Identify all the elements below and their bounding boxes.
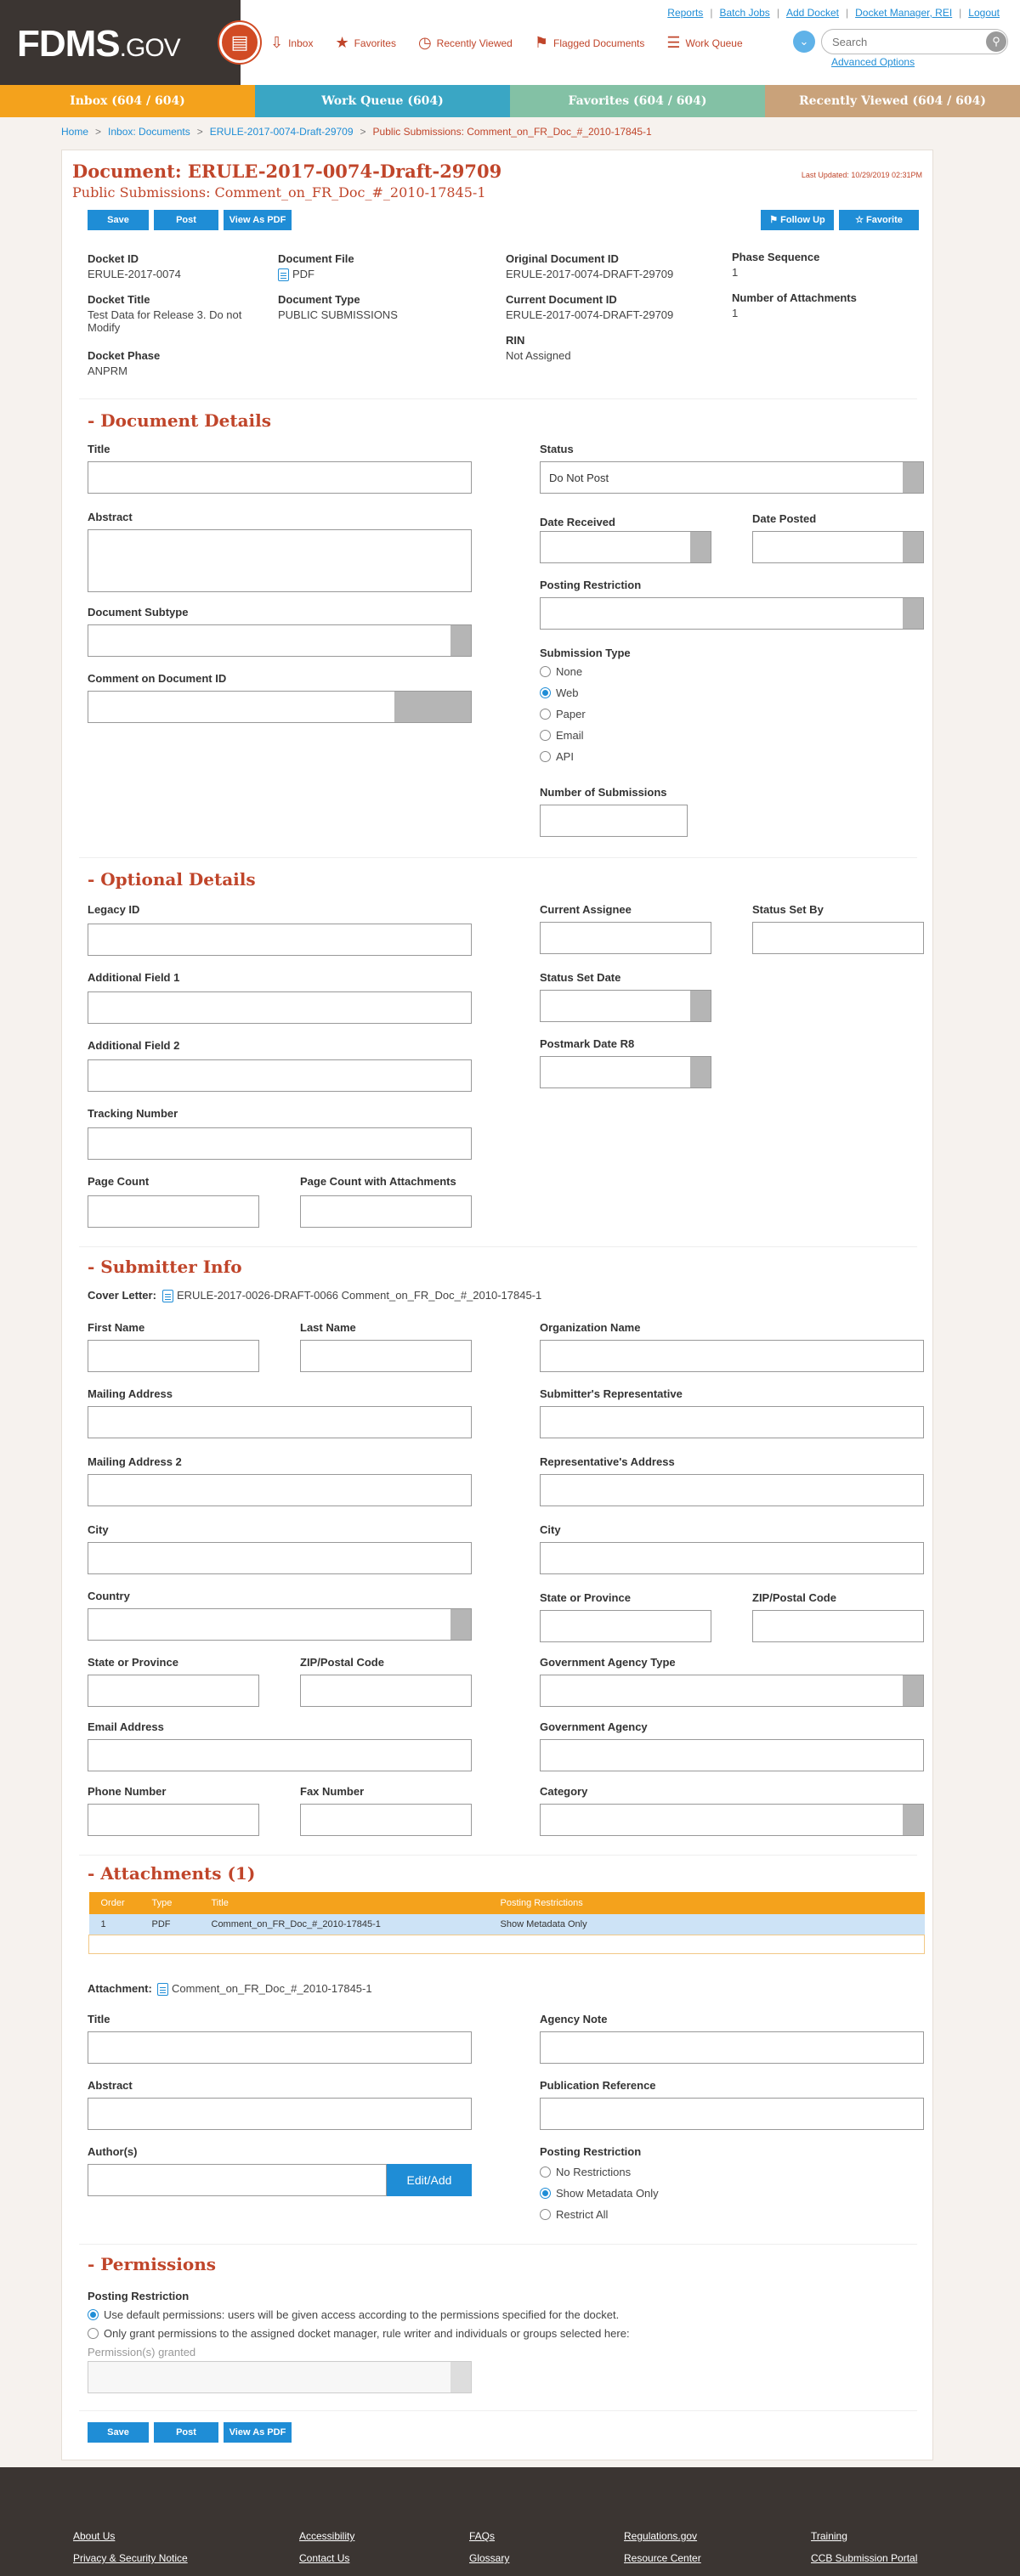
date-received-input[interactable] <box>540 531 711 563</box>
title-label: Title <box>88 443 110 455</box>
radio-button[interactable] <box>540 2209 551 2220</box>
attachments-table <box>88 1892 925 1954</box>
phase-sequence: 1 <box>732 266 739 279</box>
footer-link[interactable]: Resource Center <box>624 2552 701 2564</box>
utility-links: Reports | Batch Jobs | Add Docket | Docket Manager, REI | Logout <box>667 7 1000 19</box>
agency-note-input[interactable] <box>540 2031 924 2064</box>
state-input[interactable] <box>88 1675 259 1707</box>
permissions-heading: - Permissions <box>88 2254 217 2274</box>
first-name-input[interactable] <box>88 1340 259 1372</box>
agency-note-label: Agency Note <box>540 2013 608 2025</box>
table-row[interactable] <box>89 1914 925 1935</box>
docket-id-label: Docket ID <box>88 252 139 265</box>
status-select[interactable]: Do Not Post <box>540 461 924 494</box>
radio-button[interactable] <box>540 751 551 762</box>
radio-button[interactable] <box>540 709 551 720</box>
flag-icon: ⚑ <box>534 34 548 51</box>
submitter-rep-label: Submitter's Representative <box>540 1387 683 1400</box>
posting-restriction-label: Posting Restriction <box>540 579 642 591</box>
table-cell: PDF <box>140 1914 200 1935</box>
page-count-att-label: Page Count with Attachments <box>300 1175 456 1188</box>
calendar-icon[interactable] <box>690 991 711 1021</box>
breadcrumb: Home > Inbox: Documents > ERULE-2017-0074-Draft-29709 > Public Submissions: Comment_on_FR_Doc_#_2010-17845-1 <box>61 126 652 138</box>
tab-2[interactable]: Favorites (604 / 604) <box>510 85 765 117</box>
post-button-bottom[interactable]: Post <box>154 2422 218 2443</box>
status-label: Status <box>540 443 574 455</box>
chevron-down-icon[interactable]: ⌄ <box>793 31 815 53</box>
footer-link[interactable]: CCB Submission Portal <box>811 2552 918 2564</box>
tracking-number-label: Tracking Number <box>88 1107 178 1120</box>
legacy-id-input[interactable] <box>88 924 472 956</box>
cover-letter-link[interactable]: ERULE-2017-0026-DRAFT-0066 Comment_on_FR_Doc_#_2010-17845-1 <box>162 1289 541 1302</box>
mailing-address-input[interactable] <box>88 1406 472 1438</box>
breadcrumb-item: Public Submissions: Comment_on_FR_Doc_#_2010-17845-1 <box>372 126 652 138</box>
radio-option[interactable]: No Restrictions <box>540 2166 631 2178</box>
rep-state-label: State or Province <box>540 1591 631 1604</box>
category-select[interactable] <box>540 1804 924 1836</box>
document-logo-icon: ▤ <box>219 22 260 63</box>
email-field[interactable] <box>88 1739 472 1771</box>
gov-agency-type-label: Government Agency Type <box>540 1656 676 1669</box>
current-doc-id-label: Current Document ID <box>506 293 617 306</box>
header <box>0 0 1020 85</box>
gov-agency-label: Government Agency <box>540 1720 648 1733</box>
footer <box>0 2467 1020 2576</box>
city-input[interactable] <box>88 1542 472 1574</box>
phone-label: Phone Number <box>88 1785 167 1798</box>
attachments-heading: - Attachments (1) <box>88 1863 256 1884</box>
breadcrumb-item[interactable]: Inbox: Documents <box>108 126 190 138</box>
radio-button[interactable] <box>540 687 551 698</box>
rep-city-input[interactable] <box>540 1542 924 1574</box>
util-link-batch-jobs[interactable]: Batch Jobs <box>719 7 770 19</box>
document-type-label: Document Type <box>278 293 360 306</box>
rep-zip-label: ZIP/Postal Code <box>752 1591 836 1604</box>
chevron-down-icon[interactable] <box>450 1609 471 1640</box>
radio-option[interactable]: Only grant permissions to the assigned docket manager, rule writer and individuals or groups selected here: <box>88 2327 630 2340</box>
att-title-label: Title <box>88 2013 110 2025</box>
last-name-input[interactable] <box>300 1340 472 1372</box>
radio-button[interactable] <box>540 2188 551 2199</box>
country-label: Country <box>88 1590 130 1602</box>
rep-address-label: Representative's Address <box>540 1455 675 1468</box>
authors-label: Author(s) <box>88 2145 138 2158</box>
status-set-date-label: Status Set Date <box>540 971 621 984</box>
radio-option[interactable]: Web <box>540 686 579 699</box>
table-header: Posting Restrictions <box>489 1892 925 1914</box>
email-label: Email Address <box>88 1720 164 1733</box>
country-select[interactable] <box>88 1608 472 1641</box>
search-icon[interactable]: ⚲ <box>986 31 1006 52</box>
date-received-label: Date Received <box>540 516 615 528</box>
status-set-by-label: Status Set By <box>752 903 824 916</box>
radio-button[interactable] <box>88 2309 99 2320</box>
page-count-att-input[interactable] <box>300 1195 472 1228</box>
radio-option[interactable]: API <box>540 750 574 763</box>
mailing-address-2-input[interactable] <box>88 1474 472 1506</box>
city-label: City <box>88 1523 109 1536</box>
submitter-rep-input[interactable] <box>540 1406 924 1438</box>
additional-field-2-input[interactable] <box>88 1059 472 1092</box>
chevron-down-icon[interactable] <box>450 625 471 656</box>
additional-field-1-label: Additional Field 1 <box>88 971 180 984</box>
page-count-input[interactable] <box>88 1195 259 1228</box>
fax-label: Fax Number <box>300 1785 365 1798</box>
submitter-info-heading: - Submitter Info <box>88 1257 242 1277</box>
chevron-down-icon[interactable] <box>903 598 923 629</box>
docket-phase: ANPRM <box>88 364 128 377</box>
calendar-icon[interactable] <box>690 1057 711 1087</box>
save-button-bottom[interactable]: Save <box>88 2422 149 2443</box>
permissions-granted-select[interactable] <box>88 2361 472 2393</box>
rep-zip-input[interactable] <box>752 1610 924 1642</box>
cover-letter-label: Cover Letter: <box>88 1289 156 1302</box>
page-title: Document: ERULE-2017-0074-Draft-29709 <box>72 161 502 182</box>
pub-ref-input[interactable] <box>540 2098 924 2130</box>
util-link-docket-manager-rei[interactable]: Docket Manager, REI <box>855 7 953 19</box>
additional-field-2-label: Additional Field 2 <box>88 1039 180 1052</box>
radio-button[interactable] <box>540 666 551 677</box>
attachment-label: Attachment: <box>88 1982 152 1995</box>
submission-type-label: Submission Type <box>540 647 631 659</box>
org-name-label: Organization Name <box>540 1321 641 1334</box>
att-title-input[interactable] <box>88 2031 472 2064</box>
num-attachments-label: Number of Attachments <box>732 291 857 304</box>
table-row-empty <box>89 1935 925 1953</box>
table-cell: Comment_on_FR_Doc_#_2010-17845-1 <box>200 1914 489 1935</box>
nav-inbox[interactable]: ⇩ Inbox <box>270 34 314 51</box>
postmark-date-label: Postmark Date R8 <box>540 1037 635 1050</box>
status-set-date-input[interactable] <box>540 990 711 1022</box>
date-posted-input[interactable] <box>752 531 924 563</box>
state-label: State or Province <box>88 1656 178 1669</box>
rep-city-label: City <box>540 1523 561 1536</box>
top-nav <box>270 34 743 52</box>
perm-posting-label: Posting Restriction <box>88 2290 190 2302</box>
chevron-down-icon[interactable] <box>903 1805 923 1835</box>
category-label: Category <box>540 1785 588 1798</box>
tab-3[interactable]: Recently Viewed (604 / 604) <box>765 85 1020 117</box>
queue-tabs <box>0 85 1020 117</box>
favorite-button[interactable]: ☆ Favorite <box>839 210 919 230</box>
document-card <box>61 150 933 2460</box>
nav-recently-viewed[interactable]: ◷ Recently Viewed <box>417 34 513 51</box>
calendar-icon[interactable] <box>690 532 711 562</box>
follow-up-button[interactable]: ⚑ Follow Up <box>761 210 834 230</box>
abstract-textarea[interactable] <box>88 529 472 592</box>
breadcrumb-item[interactable]: Home <box>61 126 89 138</box>
radio-button[interactable] <box>540 730 551 741</box>
footer-link[interactable]: Regulations.gov <box>624 2530 698 2542</box>
footer-link[interactable]: FAQs <box>469 2530 496 2542</box>
document-type: PUBLIC SUBMISSIONS <box>278 308 398 321</box>
radio-option[interactable]: Paper <box>540 708 586 720</box>
inbox-icon: ⇩ <box>270 34 284 51</box>
lookup-button[interactable] <box>394 692 471 722</box>
additional-field-1-input[interactable] <box>88 991 472 1024</box>
att-posting-label: Posting Restriction <box>540 2145 642 2158</box>
last-name-label: Last Name <box>300 1321 356 1334</box>
nav-work-queue[interactable]: ☰ Work Queue <box>666 34 743 51</box>
tracking-number-input[interactable] <box>88 1127 472 1160</box>
num-submissions-label: Number of Submissions <box>540 786 667 799</box>
footer-link[interactable]: Glossary <box>469 2552 510 2564</box>
chevron-down-icon[interactable] <box>903 1675 923 1706</box>
footer-link[interactable]: About Us <box>73 2530 116 2542</box>
view-pdf-button-bottom[interactable]: View As PDF <box>224 2422 292 2443</box>
docket-title-label: Docket Title <box>88 293 150 306</box>
pub-ref-label: Publication Reference <box>540 2079 656 2092</box>
advanced-options-link[interactable]: Advanced Options <box>831 56 915 68</box>
util-link-add-docket[interactable]: Add Docket <box>785 7 839 19</box>
docket-title: Test Data for Release 3. Do not Modify <box>88 308 242 334</box>
rep-state-input[interactable] <box>540 1610 711 1642</box>
original-doc-id-label: Original Document ID <box>506 252 619 265</box>
mailing-address-label: Mailing Address <box>88 1387 173 1400</box>
table-header: Title <box>200 1892 489 1914</box>
zip-input[interactable] <box>300 1675 472 1707</box>
radio-option[interactable]: Restrict All <box>540 2208 608 2221</box>
zip-label: ZIP/Postal Code <box>300 1656 384 1669</box>
att-abstract-label: Abstract <box>88 2079 133 2092</box>
util-link-logout[interactable]: Logout <box>968 7 1000 19</box>
footer-link[interactable]: Training <box>811 2530 847 2542</box>
current-assignee-input[interactable] <box>540 922 711 954</box>
chevron-down-icon[interactable] <box>450 2362 471 2392</box>
post-button[interactable]: Post <box>154 210 218 230</box>
gov-agency-type-select[interactable] <box>540 1675 924 1707</box>
rin-value: Not Assigned <box>506 349 571 362</box>
rep-address-input[interactable] <box>540 1474 924 1506</box>
footer-link[interactable]: Privacy & Security Notice <box>73 2552 188 2564</box>
search-input[interactable] <box>821 29 1008 54</box>
tab-0[interactable]: Inbox (604 / 604) <box>0 85 255 117</box>
star-icon: ★ <box>335 34 349 51</box>
page-count-label: Page Count <box>88 1175 150 1188</box>
page-subtitle: Public Submissions: Comment_on_FR_Doc_#_2010-17845-1 <box>72 184 486 201</box>
date-posted-label: Date Posted <box>752 512 817 525</box>
radio-option[interactable]: Use default permissions: users will be given access according to the permissions specified for the docket. <box>88 2308 619 2321</box>
fax-input[interactable] <box>300 1804 472 1836</box>
posting-restriction-select[interactable] <box>540 597 924 630</box>
chevron-down-icon[interactable] <box>903 462 923 493</box>
radio-button[interactable] <box>88 2328 99 2339</box>
document-file-label: Document File <box>278 252 354 265</box>
title-input[interactable] <box>88 461 472 494</box>
comment-on-doc-lookup[interactable] <box>88 691 472 723</box>
pdf-file-icon <box>278 268 289 281</box>
status-set-by-input[interactable] <box>752 922 924 954</box>
nav-flagged-documents[interactable]: ⚑ Flagged Documents <box>534 34 645 51</box>
att-abstract-input[interactable] <box>88 2098 472 2130</box>
permissions-granted-label: Permission(s) granted <box>88 2346 196 2359</box>
document-subtype-label: Document Subtype <box>88 606 189 619</box>
calendar-icon[interactable] <box>903 532 923 562</box>
table-header: Type <box>140 1892 200 1914</box>
radio-option[interactable]: Email <box>540 729 584 742</box>
rin-label: RIN <box>506 334 525 347</box>
gov-agency-input[interactable] <box>540 1739 924 1771</box>
attachment-link[interactable]: Comment_on_FR_Doc_#_2010-17845-1 <box>157 1982 372 1996</box>
document-subtype-select[interactable] <box>88 624 472 657</box>
phone-input[interactable] <box>88 1804 259 1836</box>
mailing-address-2-label: Mailing Address 2 <box>88 1455 182 1468</box>
docket-id-link[interactable]: ERULE-2017-0074 <box>88 268 181 280</box>
radio-option[interactable]: None <box>540 665 582 678</box>
current-assignee-label: Current Assignee <box>540 903 632 916</box>
radio-button[interactable] <box>540 2166 551 2178</box>
org-name-input[interactable] <box>540 1340 924 1372</box>
table-cell: 1 <box>89 1914 140 1935</box>
docket-phase-label: Docket Phase <box>88 349 161 362</box>
radio-option[interactable]: Show Metadata Only <box>540 2187 659 2200</box>
table-cell: Show Metadata Only <box>489 1914 925 1935</box>
util-link-reports[interactable]: Reports <box>667 7 704 19</box>
postmark-date-input[interactable] <box>540 1056 711 1088</box>
view-pdf-button[interactable]: View As PDF <box>224 210 292 230</box>
document-icon <box>162 1290 173 1302</box>
authors-input[interactable] <box>88 2164 387 2196</box>
num-submissions-input[interactable] <box>540 805 688 837</box>
tab-1[interactable]: Work Queue (604) <box>255 85 510 117</box>
last-updated: Last Updated: 10/29/2019 02:31PM <box>801 171 922 179</box>
save-button[interactable]: Save <box>88 210 149 230</box>
comment-on-doc-label: Comment on Document ID <box>88 672 227 685</box>
table-header: Order <box>89 1892 140 1914</box>
phase-sequence-label: Phase Sequence <box>732 251 820 263</box>
document-details-heading: - Document Details <box>88 410 272 431</box>
optional-details-heading: - Optional Details <box>88 869 256 890</box>
legacy-id-label: Legacy ID <box>88 903 140 916</box>
num-attachments: 1 <box>732 307 739 319</box>
abstract-label: Abstract <box>88 511 133 523</box>
document-file-link[interactable]: PDF <box>278 268 314 281</box>
document-icon <box>157 1983 168 1996</box>
breadcrumb-item[interactable]: ERULE-2017-0074-Draft-29709 <box>209 126 354 138</box>
first-name-label: First Name <box>88 1321 145 1334</box>
footer-link[interactable]: Accessibility <box>299 2530 355 2542</box>
edit-add-authors-button[interactable]: Edit/Add <box>387 2164 472 2196</box>
nav-favorites[interactable]: ★ Favorites <box>335 34 396 51</box>
footer-link[interactable]: Contact Us <box>299 2552 350 2564</box>
original-doc-id-link[interactable]: ERULE-2017-0074-DRAFT-29709 <box>506 268 674 280</box>
list-icon: ☰ <box>666 34 681 51</box>
clock-icon: ◷ <box>417 34 432 51</box>
logo[interactable]: FDMS.GOV <box>0 0 241 85</box>
current-doc-id-link[interactable]: ERULE-2017-0074-DRAFT-29709 <box>506 308 674 321</box>
